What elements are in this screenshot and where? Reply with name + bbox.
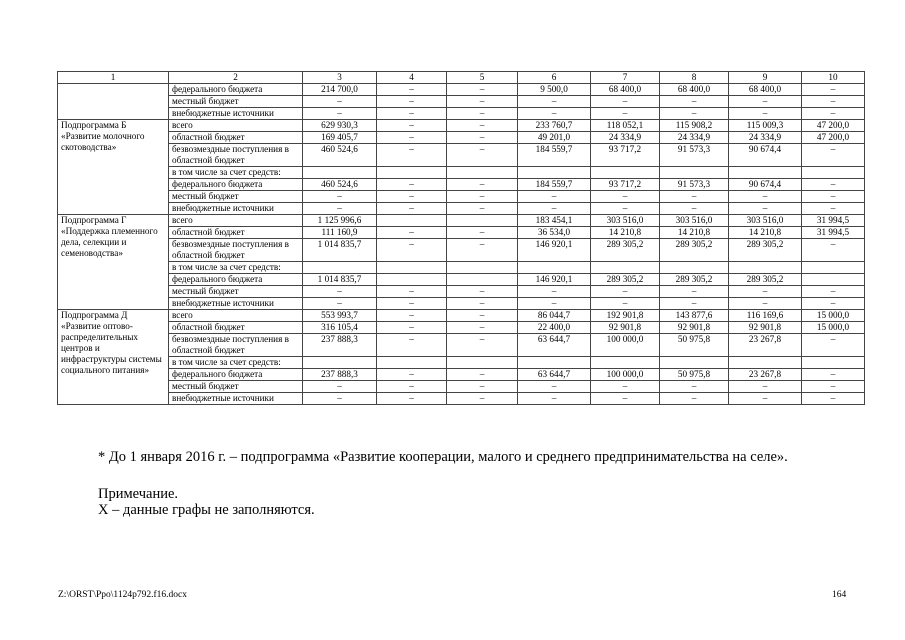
value-cell: – [518, 203, 591, 215]
value-cell: 63 644,7 [518, 334, 591, 357]
value-cell: – [518, 96, 591, 108]
value-cell: 90 674,4 [729, 179, 802, 191]
value-cell: – [802, 369, 865, 381]
value-cell: – [377, 322, 447, 334]
value-cell: 22 400,0 [518, 322, 591, 334]
value-cell [802, 357, 865, 369]
value-cell: 460 524,6 [303, 144, 377, 167]
value-cell [660, 167, 729, 179]
value-cell: – [377, 108, 447, 120]
value-cell: 115 908,2 [660, 120, 729, 132]
header-cell: 6 [518, 72, 591, 84]
value-cell: 289 305,2 [660, 239, 729, 262]
value-cell [303, 262, 377, 274]
value-cell [591, 262, 660, 274]
value-cell: 289 305,2 [660, 274, 729, 286]
budget-table [57, 71, 865, 405]
value-cell: – [660, 393, 729, 405]
value-cell: 143 877,6 [660, 310, 729, 322]
value-cell: – [447, 369, 518, 381]
table-row [58, 96, 865, 108]
table-row [58, 144, 865, 167]
value-cell [660, 357, 729, 369]
header-cell: 8 [660, 72, 729, 84]
value-cell: – [377, 286, 447, 298]
value-cell: 49 201,0 [518, 132, 591, 144]
value-cell: – [447, 393, 518, 405]
value-cell: – [447, 96, 518, 108]
note-title: Примечание. [98, 486, 179, 502]
table-row [58, 393, 865, 405]
value-cell: 146 920,1 [518, 239, 591, 262]
value-cell: 9 500,0 [518, 84, 591, 96]
value-cell: – [518, 286, 591, 298]
value-cell [447, 357, 518, 369]
table-row [58, 239, 865, 262]
value-cell: 289 305,2 [729, 239, 802, 262]
value-cell: 1 125 996,6 [303, 215, 377, 227]
value-cell: – [377, 239, 447, 262]
value-cell: – [591, 393, 660, 405]
value-cell: – [802, 393, 865, 405]
value-cell: 303 516,0 [591, 215, 660, 227]
value-cell [518, 262, 591, 274]
value-cell [447, 274, 518, 286]
value-cell: – [447, 179, 518, 191]
program-name-cell: Подпрограмма Г «Поддержка племенного дела, селекции и семеноводства» [58, 215, 169, 310]
source-label-cell: областной бюджет [169, 227, 303, 239]
value-cell: 47 200,0 [802, 132, 865, 144]
value-cell: – [518, 298, 591, 310]
header-cell: 7 [591, 72, 660, 84]
value-cell: 289 305,2 [591, 274, 660, 286]
header-cell: 9 [729, 72, 802, 84]
value-cell: 118 052,1 [591, 120, 660, 132]
header-cell: 10 [802, 72, 865, 84]
value-cell: 31 994,5 [802, 227, 865, 239]
value-cell: 23 267,8 [729, 369, 802, 381]
source-label-cell: внебюджетные источники [169, 203, 303, 215]
source-label-cell: в том числе за счет средств: [169, 167, 303, 179]
value-cell: – [377, 96, 447, 108]
value-cell: – [729, 203, 802, 215]
value-cell: – [303, 96, 377, 108]
source-label-cell: безвозмездные поступления в областной бюджет [169, 144, 303, 167]
value-cell [377, 262, 447, 274]
value-cell: 289 305,2 [729, 274, 802, 286]
value-cell: 183 454,1 [518, 215, 591, 227]
value-cell: – [447, 203, 518, 215]
value-cell: – [729, 381, 802, 393]
value-cell: 214 700,0 [303, 84, 377, 96]
value-cell: 23 267,8 [729, 334, 802, 357]
source-label-cell: федерального бюджета [169, 179, 303, 191]
footnote: * До 1 января 2016 г. – подпрограмма «Развитие кооперации, малого и среднего предпринимательства на селе». [98, 449, 788, 465]
source-label-cell: внебюджетные источники [169, 108, 303, 120]
file-path: Z:\ORST\Ppo\1124p792.f16.docx [58, 590, 187, 600]
value-cell: – [802, 84, 865, 96]
value-cell: 1 014 835,7 [303, 239, 377, 262]
value-cell: 629 930,3 [303, 120, 377, 132]
value-cell: 553 993,7 [303, 310, 377, 322]
note-text: X – данные графы не заполняются. [98, 502, 315, 518]
table-row [58, 120, 865, 132]
value-cell: 116 169,6 [729, 310, 802, 322]
value-cell: – [303, 381, 377, 393]
table-row [58, 334, 865, 357]
source-label-cell: федерального бюджета [169, 84, 303, 96]
value-cell: – [591, 96, 660, 108]
source-label-cell: всего [169, 120, 303, 132]
value-cell: – [447, 227, 518, 239]
value-cell: 184 559,7 [518, 179, 591, 191]
value-cell: – [377, 393, 447, 405]
value-cell: – [802, 239, 865, 262]
table-row [58, 381, 865, 393]
value-cell: – [447, 144, 518, 167]
table-row [58, 310, 865, 322]
table-row [58, 179, 865, 191]
value-cell: – [518, 381, 591, 393]
value-cell: – [802, 334, 865, 357]
value-cell: – [377, 179, 447, 191]
value-cell [303, 357, 377, 369]
value-cell: 14 210,8 [660, 227, 729, 239]
value-cell: 184 559,7 [518, 144, 591, 167]
value-cell [518, 167, 591, 179]
value-cell [802, 274, 865, 286]
value-cell [447, 262, 518, 274]
value-cell: 237 888,3 [303, 334, 377, 357]
value-cell [377, 167, 447, 179]
value-cell: 111 160,9 [303, 227, 377, 239]
source-label-cell: внебюджетные источники [169, 393, 303, 405]
value-cell: – [591, 108, 660, 120]
value-cell: – [802, 191, 865, 203]
value-cell: 24 334,9 [591, 132, 660, 144]
value-cell: – [447, 239, 518, 262]
value-cell: – [802, 144, 865, 167]
value-cell: – [660, 96, 729, 108]
value-cell: 316 105,4 [303, 322, 377, 334]
value-cell: – [377, 369, 447, 381]
value-cell: 47 200,0 [802, 120, 865, 132]
value-cell: 100 000,0 [591, 369, 660, 381]
value-cell: – [447, 120, 518, 132]
value-cell: – [660, 108, 729, 120]
source-label-cell: областной бюджет [169, 132, 303, 144]
value-cell [802, 167, 865, 179]
value-cell: – [447, 108, 518, 120]
value-cell: 1 014 835,7 [303, 274, 377, 286]
header-cell: 3 [303, 72, 377, 84]
value-cell [729, 167, 802, 179]
table-row [58, 203, 865, 215]
value-cell [518, 357, 591, 369]
value-cell: 233 760,7 [518, 120, 591, 132]
value-cell: – [729, 298, 802, 310]
value-cell: – [377, 381, 447, 393]
value-cell: – [303, 203, 377, 215]
value-cell [377, 274, 447, 286]
table-row [58, 298, 865, 310]
value-cell: – [377, 298, 447, 310]
value-cell: 86 044,7 [518, 310, 591, 322]
table-row [58, 132, 865, 144]
value-cell: – [518, 108, 591, 120]
value-cell: – [377, 84, 447, 96]
value-cell [447, 215, 518, 227]
value-cell [303, 167, 377, 179]
value-cell: 92 901,8 [660, 322, 729, 334]
value-cell: – [377, 144, 447, 167]
value-cell: – [377, 132, 447, 144]
value-cell: – [591, 381, 660, 393]
source-label-cell: всего [169, 310, 303, 322]
value-cell: – [447, 310, 518, 322]
value-cell: – [802, 203, 865, 215]
value-cell: 63 644,7 [518, 369, 591, 381]
value-cell: – [377, 227, 447, 239]
value-cell: – [377, 203, 447, 215]
value-cell: – [303, 393, 377, 405]
value-cell: – [591, 298, 660, 310]
table-row [58, 215, 865, 227]
table-row [58, 167, 865, 179]
value-cell [802, 262, 865, 274]
value-cell: – [802, 179, 865, 191]
value-cell: – [802, 108, 865, 120]
value-cell: – [660, 203, 729, 215]
value-cell: – [729, 108, 802, 120]
value-cell: – [660, 381, 729, 393]
value-cell: – [802, 298, 865, 310]
header-cell: 1 [58, 72, 169, 84]
value-cell: 146 920,1 [518, 274, 591, 286]
value-cell: – [377, 191, 447, 203]
value-cell: – [377, 310, 447, 322]
value-cell: – [447, 381, 518, 393]
table-row [58, 369, 865, 381]
value-cell [377, 357, 447, 369]
source-label-cell: внебюджетные источники [169, 298, 303, 310]
value-cell: 100 000,0 [591, 334, 660, 357]
value-cell: – [518, 191, 591, 203]
value-cell: 91 573,3 [660, 179, 729, 191]
value-cell: – [660, 298, 729, 310]
program-name-cell [58, 84, 169, 120]
value-cell: 92 901,8 [729, 322, 802, 334]
value-cell: – [303, 191, 377, 203]
value-cell: – [447, 334, 518, 357]
value-cell: 36 534,0 [518, 227, 591, 239]
value-cell: 50 975,8 [660, 334, 729, 357]
header-cell: 2 [169, 72, 303, 84]
value-cell: 289 305,2 [591, 239, 660, 262]
value-cell: 14 210,8 [729, 227, 802, 239]
value-cell: – [591, 203, 660, 215]
table-row [58, 322, 865, 334]
page-number: 164 [832, 590, 847, 600]
value-cell [377, 215, 447, 227]
value-cell [660, 262, 729, 274]
program-name-cell: Подпрограмма Б «Развитие молочного скотоводства» [58, 120, 169, 215]
table-row [58, 357, 865, 369]
value-cell: – [802, 96, 865, 108]
value-cell: – [447, 298, 518, 310]
table-row [58, 262, 865, 274]
table-row [58, 286, 865, 298]
source-label-cell: безвозмездные поступления в областной бюджет [169, 239, 303, 262]
source-label-cell: местный бюджет [169, 96, 303, 108]
table-row [58, 108, 865, 120]
value-cell: – [377, 120, 447, 132]
value-cell: 303 516,0 [660, 215, 729, 227]
value-cell: 303 516,0 [729, 215, 802, 227]
program-name-cell: Подпрограмма Д «Развитие оптово-распределительных центров и инфраструктуры системы социального питания» [58, 310, 169, 405]
header-cell: 5 [447, 72, 518, 84]
source-label-cell: в том числе за счет средств: [169, 262, 303, 274]
value-cell: – [802, 286, 865, 298]
table-row [58, 191, 865, 203]
source-label-cell: местный бюджет [169, 191, 303, 203]
source-label-cell: местный бюджет [169, 381, 303, 393]
value-cell [447, 167, 518, 179]
value-cell: 24 334,9 [660, 132, 729, 144]
value-cell: – [802, 381, 865, 393]
value-cell [591, 357, 660, 369]
source-label-cell: федерального бюджета [169, 369, 303, 381]
value-cell: – [591, 191, 660, 203]
value-cell: 14 210,8 [591, 227, 660, 239]
value-cell: 31 994,5 [802, 215, 865, 227]
value-cell: – [447, 286, 518, 298]
value-cell: 92 901,8 [591, 322, 660, 334]
header-cell: 4 [377, 72, 447, 84]
value-cell: – [660, 286, 729, 298]
value-cell: – [729, 286, 802, 298]
value-cell [729, 262, 802, 274]
table-row [58, 274, 865, 286]
value-cell: – [447, 84, 518, 96]
value-cell: – [447, 132, 518, 144]
value-cell [591, 167, 660, 179]
value-cell: 90 674,4 [729, 144, 802, 167]
source-label-cell: федерального бюджета [169, 274, 303, 286]
value-cell: – [447, 322, 518, 334]
value-cell [729, 357, 802, 369]
table-row [58, 84, 865, 96]
header-row [58, 72, 865, 84]
value-cell: 237 888,3 [303, 369, 377, 381]
value-cell: 68 400,0 [591, 84, 660, 96]
value-cell: 93 717,2 [591, 179, 660, 191]
value-cell: 15 000,0 [802, 322, 865, 334]
source-label-cell: областной бюджет [169, 322, 303, 334]
source-label-cell: местный бюджет [169, 286, 303, 298]
value-cell: 24 334,9 [729, 132, 802, 144]
value-cell: – [660, 191, 729, 203]
value-cell: – [729, 393, 802, 405]
source-label-cell: в том числе за счет средств: [169, 357, 303, 369]
value-cell: 93 717,2 [591, 144, 660, 167]
value-cell: 68 400,0 [729, 84, 802, 96]
value-cell: – [729, 96, 802, 108]
source-label-cell: безвозмездные поступления в областной бюджет [169, 334, 303, 357]
value-cell: 169 405,7 [303, 132, 377, 144]
value-cell: – [447, 191, 518, 203]
value-cell: 115 009,3 [729, 120, 802, 132]
value-cell: – [729, 191, 802, 203]
value-cell: 192 901,8 [591, 310, 660, 322]
value-cell: – [518, 393, 591, 405]
value-cell: – [303, 298, 377, 310]
value-cell: – [591, 286, 660, 298]
source-label-cell: всего [169, 215, 303, 227]
value-cell: 15 000,0 [802, 310, 865, 322]
value-cell: – [303, 108, 377, 120]
table-row [58, 227, 865, 239]
value-cell: 50 975,8 [660, 369, 729, 381]
value-cell: 68 400,0 [660, 84, 729, 96]
value-cell: 91 573,3 [660, 144, 729, 167]
value-cell: – [377, 334, 447, 357]
value-cell: 460 524,6 [303, 179, 377, 191]
value-cell: – [303, 286, 377, 298]
